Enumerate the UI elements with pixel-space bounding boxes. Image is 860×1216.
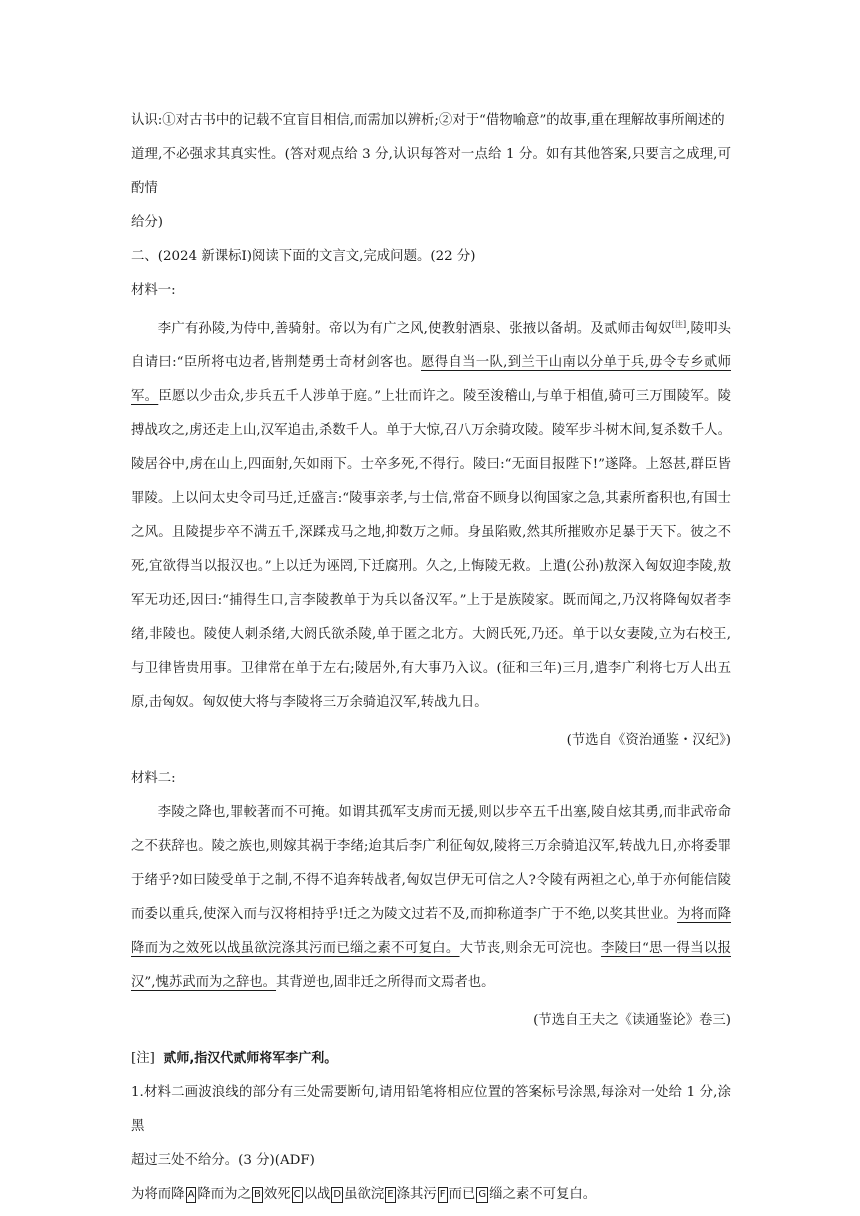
option-box-f[interactable]: F: [438, 1187, 448, 1203]
option-box-b[interactable]: B: [252, 1187, 263, 1203]
material2-wavy-underlined: 为将而降降而为之效死以战虽欲浣涤其污而已缁之素不可复白。: [131, 907, 732, 957]
segment-7: 缁之素不可复白。: [489, 1187, 597, 1203]
document-page: [131, 104, 731, 1212]
segment-4: 虽欲浣: [344, 1187, 385, 1203]
section-title: 二、(2024 新课标Ⅰ)阅读下面的文言文,完成问题。(22 分): [131, 249, 476, 264]
material1-source: (节选自《资治通鉴・汉纪》): [566, 733, 731, 749]
material2-text-c: 其背逆也,固非迁之所得而文焉者也。: [276, 975, 495, 991]
footnote-ref: [注]: [671, 320, 687, 329]
material2-label: 材料二:: [131, 771, 176, 787]
answer-line-2: 道理,不必强求其真实性。(答对观点给 3 分,认识每答对一点给 1 分。如有其他答案,只要言之成理,可酌情: [131, 147, 731, 196]
material2-underlined: 李陵曰“思一得当以报汉”,愧苏武而为之辞也。: [131, 941, 731, 991]
material2-text-b: 大节丧,则余无可浣也。: [459, 941, 601, 957]
question1-line-2: 超过三处不给分。(3 分)(ADF): [131, 1153, 315, 1169]
option-box-d[interactable]: D: [331, 1187, 343, 1203]
material1-text-a: 李广有孙陵,为侍中,善骑射。帝以为有广之风,使教射酒泉、张掖以备胡。及贰师击匈奴: [157, 321, 672, 337]
answer-line-3: 给分): [131, 215, 164, 230]
question1-line-1: 1.材料二画波浪线的部分有三处需要断句,请用铅笔将相应位置的答案标号涂黑,每涂对一处给 1 分,涂黑: [131, 1085, 731, 1135]
footnote-mark: [注]: [131, 1051, 155, 1067]
material2-source: (节选自王夫之《读通鉴论》卷三): [533, 1013, 731, 1029]
option-box-a[interactable]: A: [186, 1187, 197, 1203]
segment-1: 降而为之: [197, 1187, 251, 1203]
segment-0: 为将而降: [131, 1187, 185, 1203]
material1-label: 材料一:: [131, 283, 176, 298]
segment-2: 效死: [263, 1187, 291, 1203]
option-box-g[interactable]: G: [476, 1187, 488, 1203]
option-box-c[interactable]: C: [292, 1187, 303, 1203]
footnote: [131, 1042, 731, 1076]
answer-options: [131, 1178, 731, 1212]
material1-text-c: 臣愿以少击众,步兵五千人涉单于庭。”上壮而许之。陵至浚稽山,与单于相值,骑可三万围陵军。陵搏战攻之,虏还走上山,汉军追击,杀数千人。单于大惊,召八万余骑攻陵。陵军步斗树木间,复杀数千人。陵居谷中,虏在山上,四面射,矢如雨下。士卒多死,不得行。陵曰:“无面目报陛下!”遂降。上怒甚,群臣皆罪陵。上以问太史令司马迁,迁盛言:“陵事亲孝,与士信,常奋不顾身以徇国家之急,其素所畜积也,有国士之风。且陵提步卒不满五千,深蹂戎马之地,抑数万之师。身虽陷败,然其所摧败亦足暴于天下。彼之不死,宜欲得当以报汉也。”上以迁为诬罔,下迁腐刑。久之,上悔陵无救。上遣(公孙)敖深入匈奴迎李陵,敖军无功还,因曰:“捕得生口,言李陵教单于为兵以备汉军。”上于是族陵家。既而闻之,乃汉将降匈奴者李绪,非陵也。陵使人刺杀绪,大阏氏欲杀陵,单于匿之北方。大阏氏死,乃还。单于以女妻陵,立为右校王,与卫律皆贵用事。卫律常在单于左右;陵居外,有大事乃入议。(征和三年)三月,遣李广利将七万人出五原,击匈奴。匈奴使大将与李陵将三万余骑追汉军,转战九日。: [131, 389, 731, 711]
option-box-e[interactable]: E: [385, 1187, 395, 1203]
segment-6: 而已: [448, 1187, 476, 1203]
material1-text: [131, 308, 731, 720]
segment-5: 涤其污: [396, 1187, 437, 1203]
material2-text: [131, 796, 731, 1000]
answer-line-1: 认识:①对古书中的记载不宜盲目相信,而需加以辨析;②对于“借物喻意”的故事,重在理解故事所阐述的: [131, 113, 725, 128]
material2-text-a: 李陵之降也,罪較著而不可掩。如谓其孤军支虏而无援,则以步卒五千出塞,陵自炫其勇,而非武帝命之不获辞也。陵之族也,则嫁其祸于李绪;迨其后李广利征匈奴,陵将三万余骑追汉军,转战九日,亦将委罪于绪乎?如曰陵受单于之制,不得不追奔转战者,匈奴岂伊无可信之人?令陵有两袒之心,单于亦何能信陵而委以重兵,使深入而与汉将相持乎!迁之为陵文过若不及,而抑称道李广于不绝,以奖其世业。: [131, 805, 731, 923]
footnote-text: 贰师,指汉代贰师将军李广利。: [163, 1051, 338, 1067]
segment-3: 以战: [303, 1187, 331, 1203]
material1-text-b: ,陵叩头自请曰:“臣所将屯边者,皆荆楚勇士奇材剑客也。: [131, 321, 731, 371]
material1-underlined: 愿得自当一队,到兰干山南以分单于兵,毋令专乡贰师军。: [131, 355, 731, 405]
